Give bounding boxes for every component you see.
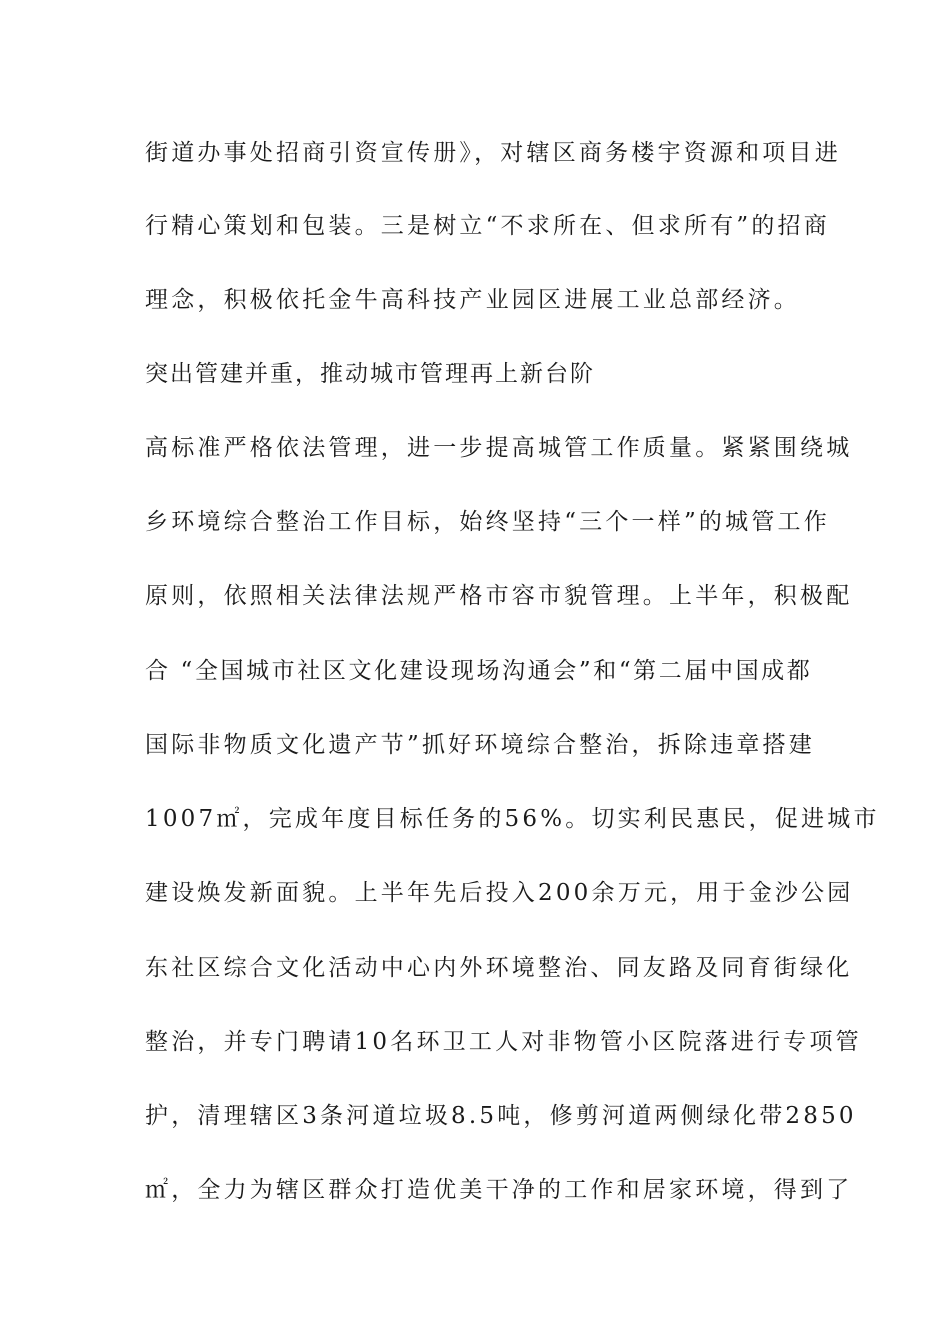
paragraph-line: 高标准严格依法管理，进一步提高城管工作质量。紧紧围绕城 [145, 435, 853, 461]
paragraph-line: 1007㎡，完成年度目标任务的56%。切实利民惠民，促进城市 [145, 806, 880, 832]
paragraph-line: 原则，依照相关法律法规严格市容市貌管理。上半年，积极配 [145, 583, 853, 609]
paragraph-line: 街道办事处招商引资宣传册》，对辖区商务楼宇资源和项目进 [145, 140, 841, 166]
paragraph-line: 合 “全国城市社区文化建设现场沟通会”和“第二届中国成都 [145, 658, 813, 684]
paragraph-line: ㎡，全力为辖区群众打造优美干净的工作和居家环境，得到了 [145, 1177, 853, 1203]
paragraph-line: 行精心策划和包装。三是树立“不求所在、但求所有”的招商 [145, 213, 830, 239]
paragraph-line: 国际非物质文化遗产节”抓好环境综合整治，拆除违章搭建 [145, 732, 815, 758]
paragraph-line: 护，清理辖区3条河道垃圾8.5吨，修剪河道两侧绿化带2850 [145, 1103, 857, 1129]
paragraph-line: 乡环境综合整治工作目标，始终坚持“三个一样”的城管工作 [145, 509, 830, 535]
paragraph-line: 理念，积极依托金牛高科技产业园区进展工业总部经济。 [145, 287, 800, 313]
paragraph-line: 建设焕发新面貌。上半年先后投入200余万元，用于金沙公园 [145, 880, 854, 906]
section-heading: 突出管建并重，推动城市管理再上新台阶 [145, 361, 595, 387]
paragraph-line: 东社区综合文化活动中心内外环境整治、同友路及同育街绿化 [145, 955, 853, 981]
paragraph-line: 整治，并专门聘请10名环卫工人对非物管小区院落进行专项管 [145, 1029, 862, 1055]
